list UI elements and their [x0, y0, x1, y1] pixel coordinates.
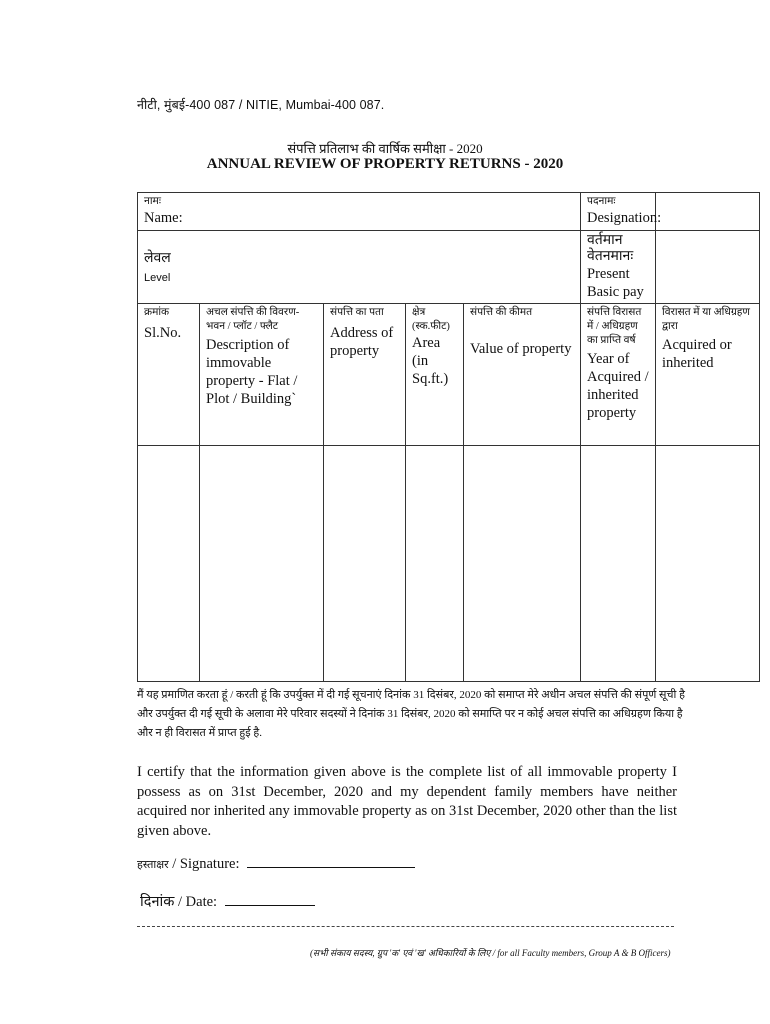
- cell-address[interactable]: [324, 446, 406, 682]
- date-blank[interactable]: [225, 891, 315, 906]
- signature-label-hindi: हस्ताक्षर: [137, 859, 169, 871]
- cell-sl-no[interactable]: [138, 446, 200, 682]
- designation-label-hindi: पदनामः: [587, 196, 616, 207]
- column-header-area: [406, 304, 464, 446]
- declaration-hindi: मैं यह प्रमाणित करता हूं / करती हूं कि उपर्युक्त में दी गई सूचनाएं दिनांक 31 दिसंबर, 2020 को समाप्त मेरे अधीन अचल संपत्ति की संपूर्ण सूची है और उपर्युक्त दी गई सूची के अलावा मेरे परिवार सदस्यों ने दिनांक 31 दिसंबर, 2020 को समाप्ति पर न कोई अचल संपत्ति का अधिग्रहण किया है और न ही विरासत में प्राप्त हुई है.: [137, 689, 685, 739]
- column-header-address: [324, 304, 406, 446]
- footer-divider: [137, 926, 674, 927]
- designation-label: Designation:: [587, 210, 662, 226]
- basic-pay-value[interactable]: [656, 231, 760, 304]
- signature-label: / Signature:: [172, 856, 240, 872]
- cell-description[interactable]: [200, 446, 324, 682]
- col-year-hindi: संपत्ति विरासत में / अधिग्रहण का प्राप्ति वर्ष: [587, 307, 642, 346]
- basic-pay-field[interactable]: [581, 231, 656, 304]
- cell-year[interactable]: [581, 446, 656, 682]
- cell-area[interactable]: [406, 446, 464, 682]
- signature-line: [137, 853, 415, 873]
- property-return-form: [137, 192, 760, 682]
- col-description-hindi: अचल संपत्ति की विवरण- भवन / प्लॉट / फ्लैट: [206, 307, 300, 332]
- col-sl-no: Sl.No.: [144, 325, 182, 341]
- column-header-sl-no: [138, 304, 200, 446]
- declaration-english: I certify that the information given above is the complete list of all immovable property I possess as on 31st December, 2020 and my dependent family members have neither acquired nor inherited any immovable property as on 31st December, 2020 other than the list given above.: [137, 764, 677, 839]
- level-field[interactable]: [138, 231, 581, 304]
- col-area-hindi: क्षेत्र (स्क.फीट): [412, 307, 450, 332]
- designation-value[interactable]: [656, 193, 760, 231]
- basic-pay-label-hindi: वर्तमान वेतनमानः: [587, 233, 634, 264]
- col-address-hindi: संपत्ति का पता: [330, 307, 384, 318]
- name-label: Name:: [144, 210, 183, 226]
- date-line: [140, 891, 315, 911]
- date-label: दिनांक / Date:: [140, 894, 218, 910]
- cell-acquired[interactable]: [656, 446, 760, 682]
- table-row: [138, 446, 760, 682]
- name-field[interactable]: [138, 193, 581, 231]
- col-acquired-hindi: विरासत में या अधिग्रहण द्वारा: [662, 307, 750, 332]
- col-area: Area (in Sq.ft.): [412, 335, 449, 387]
- form-title-hindi: संपत्ति प्रतिलाभ की वार्षिक समीक्षा - 2020: [287, 141, 483, 156]
- footer-note: (सभी संकाय सदस्य, ग्रुप 'क' एवं 'ख' अधिकारियों के लिए / for all Faculty members, Group A & B Officers): [310, 948, 671, 958]
- designation-field[interactable]: [581, 193, 662, 231]
- col-address: Address of property: [330, 325, 394, 359]
- level-label: Level: [144, 272, 171, 284]
- signature-blank[interactable]: [247, 853, 415, 868]
- basic-pay-label: Present Basic pay: [587, 266, 644, 300]
- col-sl-no-hindi: क्रमांक: [144, 307, 170, 318]
- col-value-hindi: संपत्ति की कीमत: [470, 307, 533, 318]
- col-acquired: Acquired or inherited: [662, 337, 732, 371]
- column-header-acquired: [656, 304, 760, 446]
- name-label-hindi: नामः: [144, 196, 161, 207]
- cell-value[interactable]: [464, 446, 581, 682]
- column-header-value: [464, 304, 581, 446]
- col-description: Description of immovable property - Flat / Plot / Building`: [206, 337, 298, 407]
- column-header-description: [200, 304, 324, 446]
- column-header-year: [581, 304, 656, 446]
- col-year: Year of Acquired / inherited property: [587, 351, 649, 421]
- form-title-english: ANNUAL REVIEW OF PROPERTY RETURNS - 2020: [206, 156, 564, 172]
- level-label-hindi: लेवल: [144, 251, 171, 266]
- col-value: Value of property: [470, 341, 572, 357]
- institute-header: नीटी, मुंबई-400 087 / NITIE, Mumbai-400 087.: [137, 98, 385, 112]
